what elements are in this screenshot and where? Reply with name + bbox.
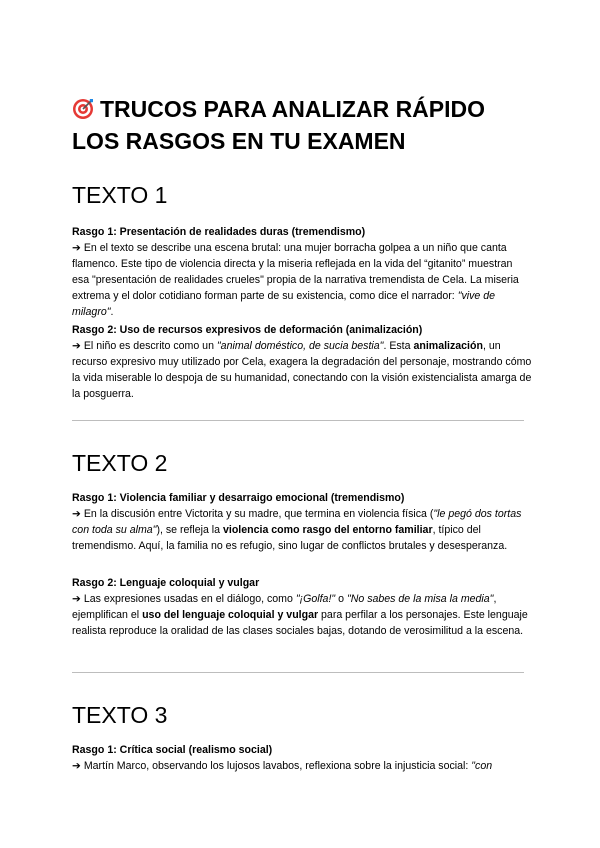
texto-1-heading: TEXTO 1 (72, 182, 168, 208)
texto-2-rasgo-2 (72, 575, 532, 639)
rasgo-body: ➔ En la discusión entre Victorita y su madre, que termina en violencia física ("le pegó dos tortas con toda su alma"), se refleja la violencia como rasgo del entorno familiar, típico del tremendismo. Aquí, la familia no es refugio, sino lugar de conflictos brutales y desesperanza. (72, 508, 522, 552)
rasgo-title: Rasgo 2: Lenguaje coloquial y vulgar (72, 577, 260, 589)
rasgo-body: ➔ Martín Marco, observando los lujosos lavabos, reflexiona sobre la injusticia social: "con (72, 760, 493, 772)
emphasis: violencia como rasgo del entorno familiar (223, 524, 433, 536)
title-line-2: LOS RASGOS EN TU EXAMEN (72, 128, 406, 154)
rasgo-title: Rasgo 2: Uso de recursos expresivos de deformación (animalización) (72, 324, 423, 336)
rasgo-title: Rasgo 1: Violencia familiar y desarraigo emocional (tremendismo) (72, 492, 405, 504)
rasgo-title: Rasgo 1: Crítica social (realismo social) (72, 744, 273, 756)
section-divider (72, 672, 524, 673)
rasgo-body: ➔ El niño es descrito como un "animal doméstico, de sucia bestia". Esta animalización, un recurso expresivo muy utilizado por Cela, exagera la degradación del personaje, mostrando cómo la vida miserable lo despoja de su humanidad, conectando con la visión existencialista amarga de la posguerra. (72, 340, 532, 400)
arrow-icon: ➔ (72, 340, 81, 352)
texto-2-heading: TEXTO 2 (72, 450, 168, 476)
quote: "le pegó dos tortas con toda su alma" (72, 508, 522, 536)
texto-2-rasgo-1 (72, 490, 532, 554)
target-dart-icon (72, 96, 94, 118)
texto-3-heading: TEXTO 3 (72, 702, 168, 728)
rasgo-title: Rasgo 1: Presentación de realidades duras (tremendismo) (72, 226, 366, 238)
page-title (72, 93, 552, 157)
quote: "animal doméstico, de sucia bestia" (216, 340, 384, 352)
title-line-1: TRUCOS PARA ANALIZAR RÁPIDO (100, 96, 486, 122)
arrow-icon: ➔ (72, 508, 81, 520)
rasgo-body: ➔ En el texto se describe una escena brutal: una mujer borracha golpea a un niño que canta flamenco. Este tipo de violencia directa y la miseria reflejada en la vida del “gitanito” muestran esa "presentación de realidades crueles" propia de la narrativa tremendista de Cela. La miseria extrema y el dolor cotidiano forman parte de su existencia, como dice el narrador: "vive de milagro". (72, 242, 519, 318)
texto-1-rasgo-1 (72, 224, 532, 320)
texto-1-rasgo-2 (72, 322, 532, 402)
rasgo-body: ➔ Las expresiones usadas en el diálogo, como "¡Golfa!" o "No sabes de la misa la media", ejemplifican el uso del lenguaje coloquial y vulgar para perfilar a los personajes. Este lenguaje realista reproduce la oralidad de las clases sociales bajas, dotando de verosimilitud a la escena. (72, 593, 528, 637)
quote: "¡Golfa!" (295, 593, 336, 605)
arrow-icon: ➔ (72, 760, 81, 772)
arrow-icon: ➔ (72, 593, 81, 605)
emphasis: uso del lenguaje coloquial y vulgar (142, 609, 319, 621)
emphasis: animalización (413, 340, 483, 352)
quote: "No sabes de la misa la media" (346, 593, 494, 605)
arrow-icon: ➔ (72, 242, 81, 254)
quote: "con (471, 760, 493, 772)
texto-3-rasgo-1 (72, 742, 532, 774)
quote: "vive de milagro" (72, 290, 496, 318)
section-divider (72, 420, 524, 421)
